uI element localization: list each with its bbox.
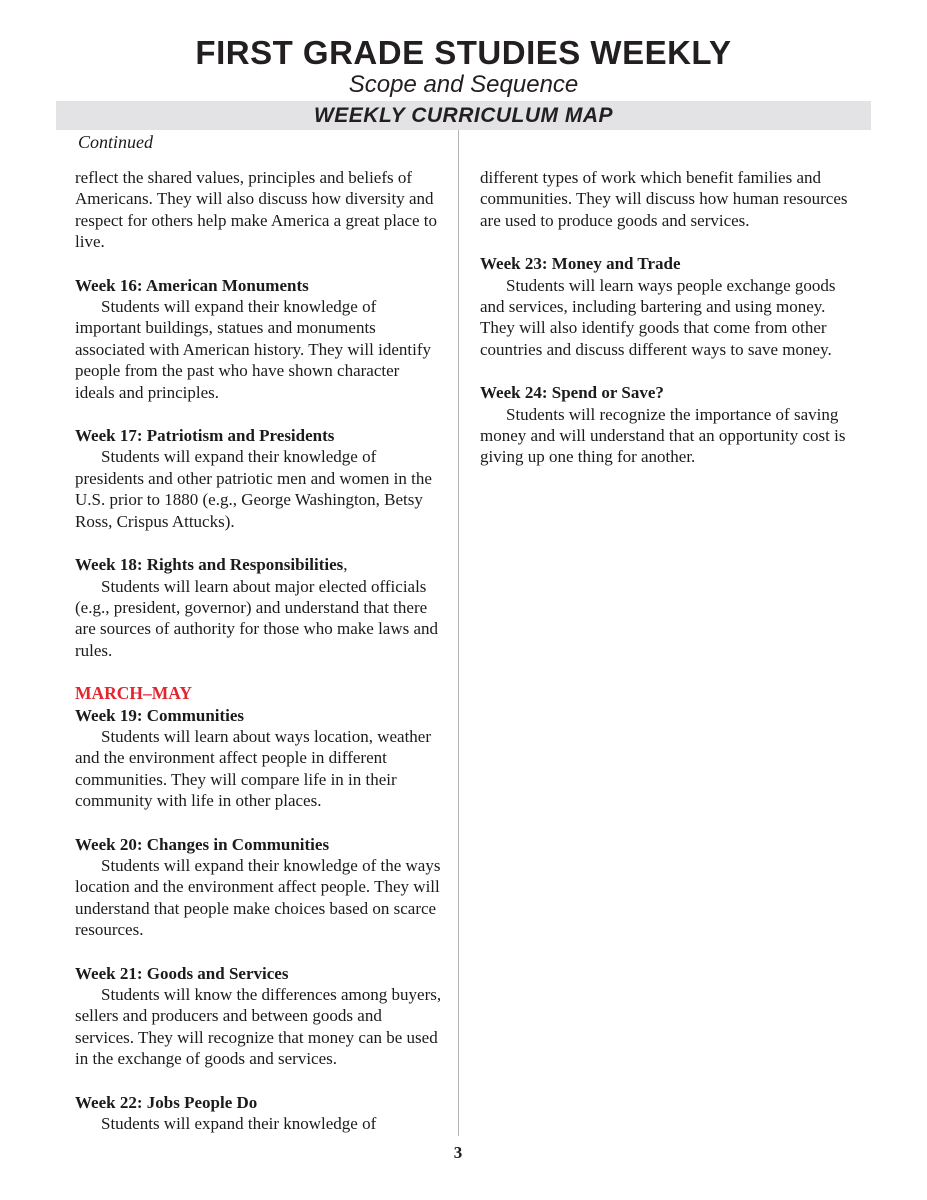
week-heading-text: Week 19: Communities	[75, 705, 245, 725]
page-number: 3	[453, 1143, 463, 1162]
week-description: Students will learn ways people exchange goods and services, including bartering and using money. They will also identify goods that come from other countries and discuss different ways to save money.	[480, 275, 836, 359]
week-heading-text: Week 17: Patriotism and Presidents	[75, 426, 335, 446]
page-title: FIRST GRADE STUDIES WEEKLY	[195, 34, 732, 71]
week-heading-text: Week 22: Jobs People Do	[75, 1092, 258, 1112]
week-entry	[75, 705, 443, 812]
week-entry	[75, 275, 443, 403]
week-heading	[480, 253, 860, 274]
week-heading-text: Week 18: Rights and Responsibilities	[75, 555, 344, 575]
week-entry	[480, 382, 860, 468]
column-divider	[458, 130, 459, 1136]
week-heading-text: Week 20: Changes in Communities	[75, 834, 330, 854]
curriculum-map-banner	[56, 101, 871, 130]
paragraph-continuation: reflect the shared values, principles and beliefs of Americans. They will also discuss how diversity and respect for others help make America a great place to live.	[75, 168, 438, 252]
week-description: Students will expand their knowledge of	[101, 1114, 377, 1134]
week-entry	[75, 1092, 443, 1135]
week-heading	[75, 963, 443, 984]
continued-label: Continued	[78, 132, 153, 152]
week-heading-suffix: ,	[343, 555, 348, 575]
week-description: Students will learn about ways location, weather and the environment affect people in different communities. They will compare life in in their community with life in other places.	[75, 726, 431, 811]
week-description: Students will expand their knowledge of important buildings, statues and monuments associated with American history. They will identify people from the past who have shown character ideals and principles.	[75, 297, 431, 402]
week-entry	[75, 834, 443, 941]
week-heading	[480, 382, 860, 403]
week-entry	[480, 253, 860, 360]
week-description: Students will know the differences among buyers, sellers and producers and between goods and services. They will recognize that money can be used in the exchange of goods and services.	[75, 985, 442, 1069]
section-heading-march-may: MARCH–MAY	[75, 683, 192, 704]
week-description: Students will learn about major elected officials (e.g., president, governor) and understand that there are sources of authority for those who make laws and rules.	[75, 576, 439, 660]
week-heading-text: Week 24: Spend or Save?	[480, 383, 664, 403]
week-heading	[75, 425, 443, 446]
week-description: Students will recognize the importance of saving money and will understand that an opportunity cost is giving up one thing for another.	[480, 404, 846, 467]
week-entry	[75, 963, 443, 1070]
two-column-body	[0, 130, 927, 1136]
paragraph-continuation: different types of work which benefit families and communities. They will discuss how human resources are used to produce goods and services.	[480, 168, 848, 230]
right-column	[480, 130, 860, 468]
week-heading	[75, 1092, 443, 1113]
left-column	[75, 130, 443, 1134]
week-entry	[75, 554, 443, 661]
week-entry	[75, 425, 443, 532]
week-heading	[75, 834, 443, 855]
week-heading-text: Week 21: Goods and Services	[75, 963, 289, 983]
week-description: Students will expand their knowledge of the ways location and the environment affect people. They will understand that people make choices based on scarce resources.	[75, 855, 441, 940]
week-heading-text: Week 23: Money and Trade	[480, 254, 681, 274]
week-heading	[75, 705, 443, 726]
week-description: Students will expand their knowledge of presidents and other patriotic men and women in the U.S. prior to 1880 (e.g., George Washington, Betsy Ross, Crispus Attucks).	[75, 447, 432, 531]
week-heading	[75, 275, 443, 296]
week-heading	[75, 554, 443, 575]
page-subtitle: Scope and Sequence	[348, 71, 579, 98]
week-heading-text: Week 16: American Monuments	[75, 275, 309, 295]
banner-label: WEEKLY CURRICULUM MAP	[313, 103, 614, 127]
